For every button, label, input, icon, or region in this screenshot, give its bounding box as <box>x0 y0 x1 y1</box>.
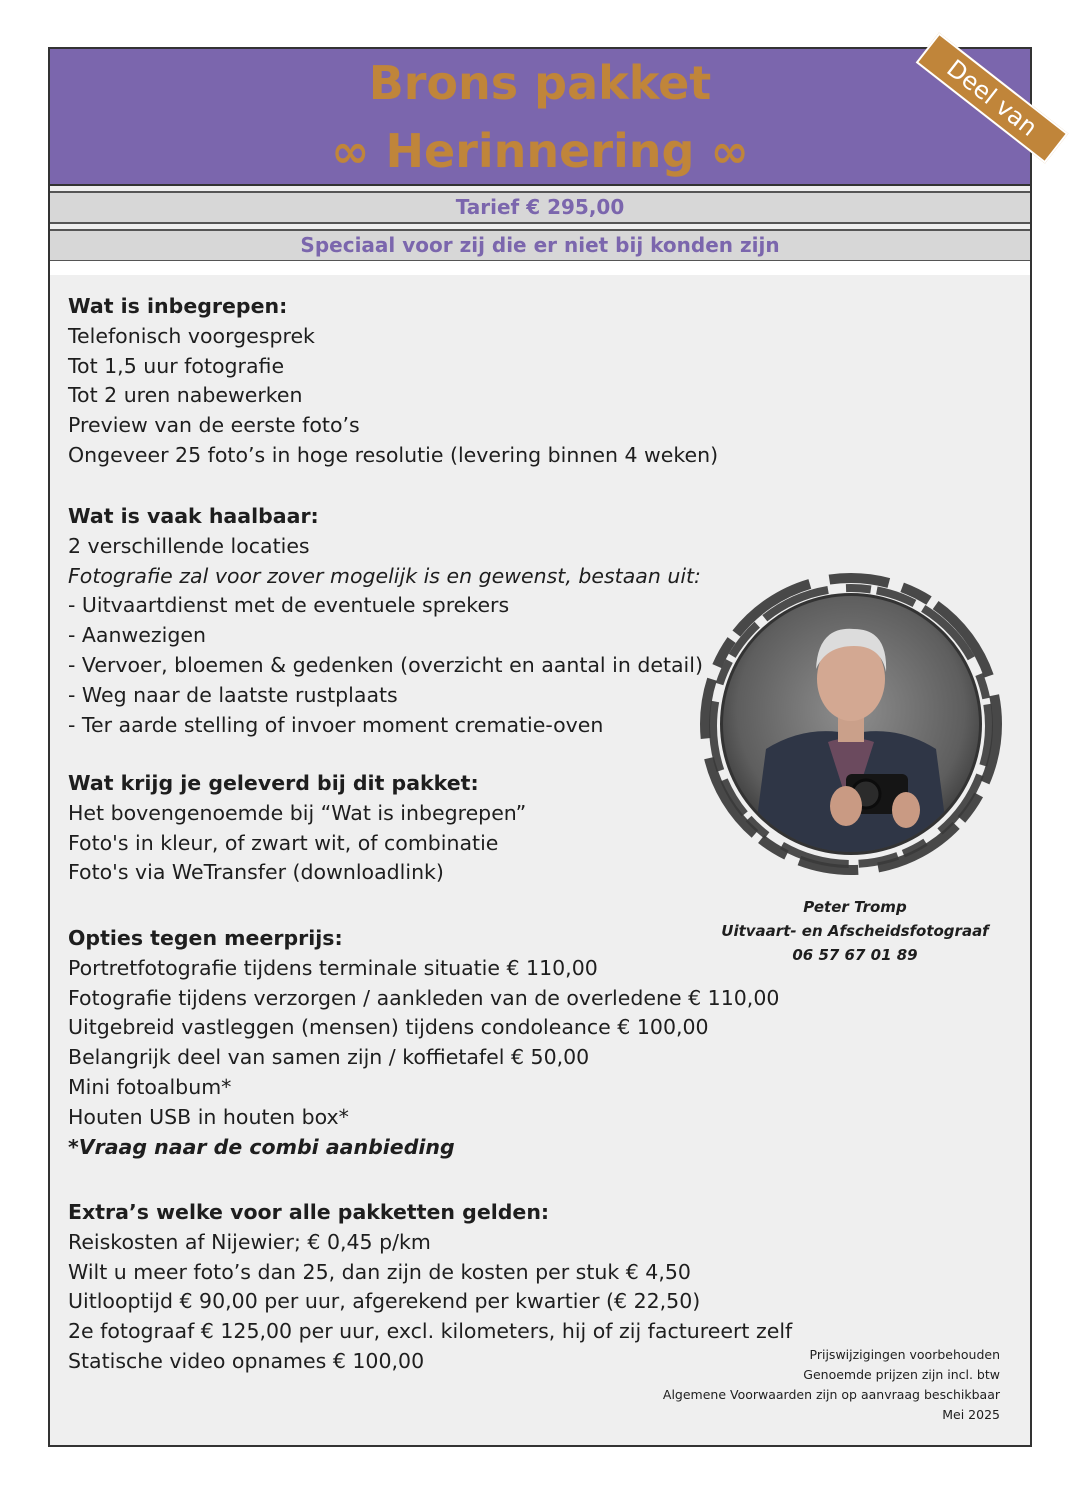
contact-phone: 06 57 67 01 89 <box>792 946 918 964</box>
section-heading: Wat is inbegrepen: <box>68 294 288 318</box>
list-item: - Vervoer, bloemen & gedenken (overzicht en aantal in detail) <box>68 652 703 677</box>
section-heading: Wat krijg je geleverd bij dit pakket: <box>68 771 479 795</box>
tagline-bar: Speciaal voor zij die er niet bij konden zijn <box>50 229 1030 262</box>
photographer-portrait <box>696 574 1006 884</box>
list-item: Mini fotoalbum* <box>68 1074 232 1099</box>
list-item: Uitlooptijd € 90,00 per uur, afgerekend per kwartier (€ 22,50) <box>68 1289 701 1314</box>
list-item: Reiskosten af Nijewier; € 0,45 p/km <box>68 1229 431 1254</box>
list-item: - Ter aarde stelling of invoer moment crematie-oven <box>68 712 604 737</box>
list-item: Uitgebreid vastleggen (mensen) tijdens condoleance € 100,00 <box>68 1015 709 1040</box>
list-item: 2e fotograaf € 125,00 per uur, excl. kilometers, hij of zij factureert zelf <box>68 1319 793 1344</box>
footer-date: Mei 2025 <box>942 1407 1000 1422</box>
price-sheet <box>48 47 1043 1447</box>
price-bar: Tarief € 295,00 <box>50 191 1030 224</box>
list-item: Het bovengenoemde bij “Wat is inbegrepen” <box>68 800 527 825</box>
list-item: Tot 2 uren nabewerken <box>68 383 303 408</box>
list-item: Telefonisch voorgesprek <box>68 323 315 348</box>
section-included <box>68 292 828 471</box>
list-item: Belangrijk deel van samen zijn / koffietafel € 50,00 <box>68 1045 590 1070</box>
section-heading: Extra’s welke voor alle pakketten gelden: <box>68 1200 550 1224</box>
list-item: - Weg naar de laatste rustplaats <box>68 682 398 707</box>
list-item: Wilt u meer foto’s dan 25, dan zijn de kosten per stuk € 4,50 <box>68 1259 691 1284</box>
list-item: Statische video opnames € 100,00 <box>68 1348 425 1373</box>
list-item: Foto's via WeTransfer (downloadlink) <box>68 860 444 885</box>
package-title: Brons pakket <box>368 56 712 110</box>
list-item: 2 verschillende locaties <box>68 533 310 558</box>
footer-line: Algemene Voorwaarden zijn op aanvraag beschikbaar <box>662 1387 1000 1402</box>
section-intro: Fotografie zal voor zover mogelijk is en gewenst, bestaan uit: <box>68 563 701 588</box>
list-item: Tot 1,5 uur fotografie <box>68 353 285 378</box>
photographer-contact <box>710 895 1000 967</box>
list-item: Foto's in kleur, of zwart wit, of combinatie <box>68 830 499 855</box>
header-banner <box>50 49 1043 186</box>
footer-line: Prijswijzigingen voorbehouden <box>809 1347 1000 1362</box>
footer-line: Genoemde prijzen zijn incl. btw <box>803 1367 1000 1382</box>
contact-role: Uitvaart- en Afscheidsfotograaf <box>721 922 989 940</box>
list-item: Ongeveer 25 foto’s in hoge resolutie (levering binnen 4 weken) <box>68 442 719 467</box>
section-heading: Wat is vaak haalbaar: <box>68 504 319 528</box>
contact-name: Peter Tromp <box>803 898 907 916</box>
package-subtitle: ∞ Herinnering ∞ <box>331 124 749 178</box>
list-item: Fotografie tijdens verzorgen / aankleden van de overledene € 110,00 <box>68 985 780 1010</box>
list-item: - Uitvaartdienst met de eventuele sprekers <box>68 593 510 618</box>
section-heading: Opties tegen meerprijs: <box>68 926 343 950</box>
combi-note: *Vraag naar de combi aanbieding <box>68 1134 455 1159</box>
list-item: Houten USB in houten box* <box>68 1104 349 1129</box>
footer-notes <box>580 1345 1000 1425</box>
deel-van-ribbon: Deel van <box>916 33 1069 164</box>
list-item: - Aanwezigen <box>68 623 206 648</box>
divider-strip <box>50 261 1030 275</box>
list-item: Preview van de eerste foto’s <box>68 413 360 438</box>
list-item: Portretfotografie tijdens terminale situatie € 110,00 <box>68 955 598 980</box>
